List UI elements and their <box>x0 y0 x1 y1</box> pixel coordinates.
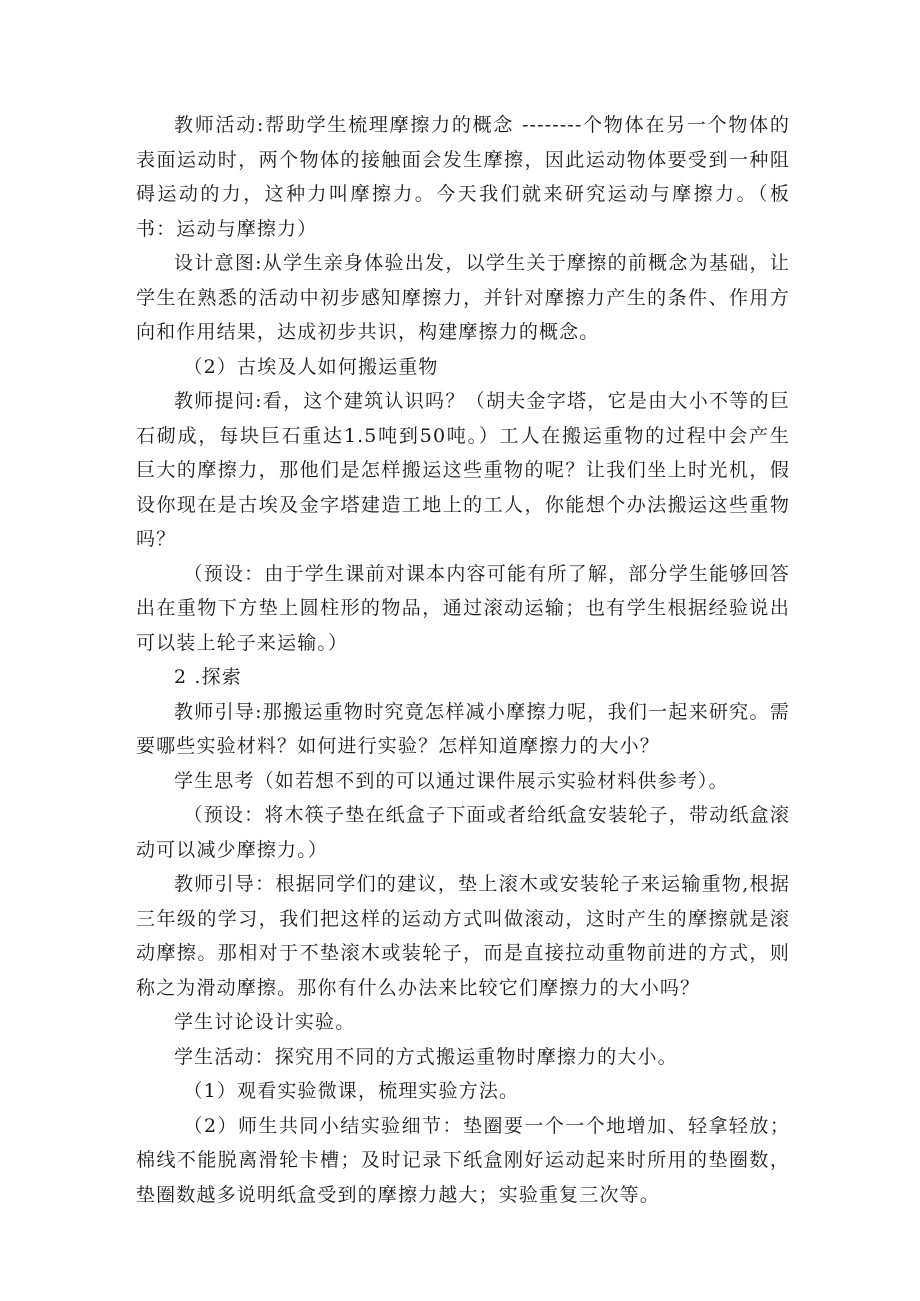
paragraph-teacher-guide-2: 教师引导：根据同学们的建议，垫上滚木或安装轮子来运输重物,根据三年级的学习，我们把这样的运动方式叫做滚动，这时产生的摩擦就是滚动摩擦。那相对于不垫滚木或装轮子，而是直接拉动重物前进的方式，则称之为滑动摩擦。那你有什么办法来比较它们摩擦力的大小吗？ <box>136 873 790 999</box>
paragraph-student-discussion: 学生讨论设计实验。 <box>174 1011 356 1033</box>
paragraph-teacher-activity: 教师活动:帮助学生梳理摩擦力的概念 --------个物体在另一个物体的表面运动时，两个物体的接触面会发生摩擦，因此运动物体要受到一种阻碍运动的力，这种力叫摩擦力。今天我们就来研究运动与摩擦力。（板书：运动与摩擦力） <box>136 114 790 240</box>
document-page <box>136 108 790 1212</box>
paragraph-teacher-guide-1: 教师引导:那搬运重物时究竟怎样减小摩擦力呢，我们一起来研究。需要哪些实验材料？如何进行实验？怎样知道摩擦力的大小？ <box>136 700 790 757</box>
paragraph-preset-2: （预设：将木筷子垫在纸盒子下面或者给纸盒安装轮子，带动纸盒滚动可以减少摩擦力。） <box>136 804 790 861</box>
paragraph-step-1: （1）观看实验微课，梳理实验方法。 <box>183 1080 520 1102</box>
paragraph-student-thinking: 学生思考（如若想不到的可以通过课件展示实验材料供参考）。 <box>174 769 729 792</box>
section-heading-egypt: （2）古埃及人如何搬运重物 <box>183 355 439 378</box>
paragraph-step-2: （2）师生共同小结实验细节：垫圈要一个一个地增加、轻拿轻放；棉线不能脱离滑轮卡槽；及时记录下纸盒刚好运动起来时所用的垫圈数，垫圈数越多说明纸盒受到的摩擦力越大；实验重复三次等。 <box>136 1114 790 1206</box>
paragraph-teacher-question: 教师提问:看，这个建筑认识吗？（胡夫金字塔，它是由大小不等的巨石砌成，每块巨石重达1.5吨到50吨。）工人在搬运重物的过程中会产生巨大的摩擦力，那他们是怎样搬运这些重物的呢？让我们坐上时光机，假设你现在是古埃及金字塔建造工地上的工人，你能想个办法搬运这些重物吗？ <box>136 390 790 550</box>
paragraph-design-intent: 设计意图:从学生亲身体验出发，以学生关于摩擦的前概念为基础，让学生在熟悉的活动中初步感知摩擦力，并针对摩擦力产生的条件、作用方向和作用结果，达成初步共识，构建摩擦力的概念。 <box>136 252 790 343</box>
paragraph-student-activity: 学生活动：探究用不同的方式搬运重物时摩擦力的大小。 <box>174 1045 678 1068</box>
section-heading-explore: 2 .探索 <box>174 666 242 688</box>
paragraph-preset-1: （预设：由于学生课前对课本内容可能有所了解，部分学生能够回答出在重物下方垫上圆柱形的物品，通过滚动运输；也有学生根据经验说出可以装上轮子来运输。） <box>136 562 790 654</box>
